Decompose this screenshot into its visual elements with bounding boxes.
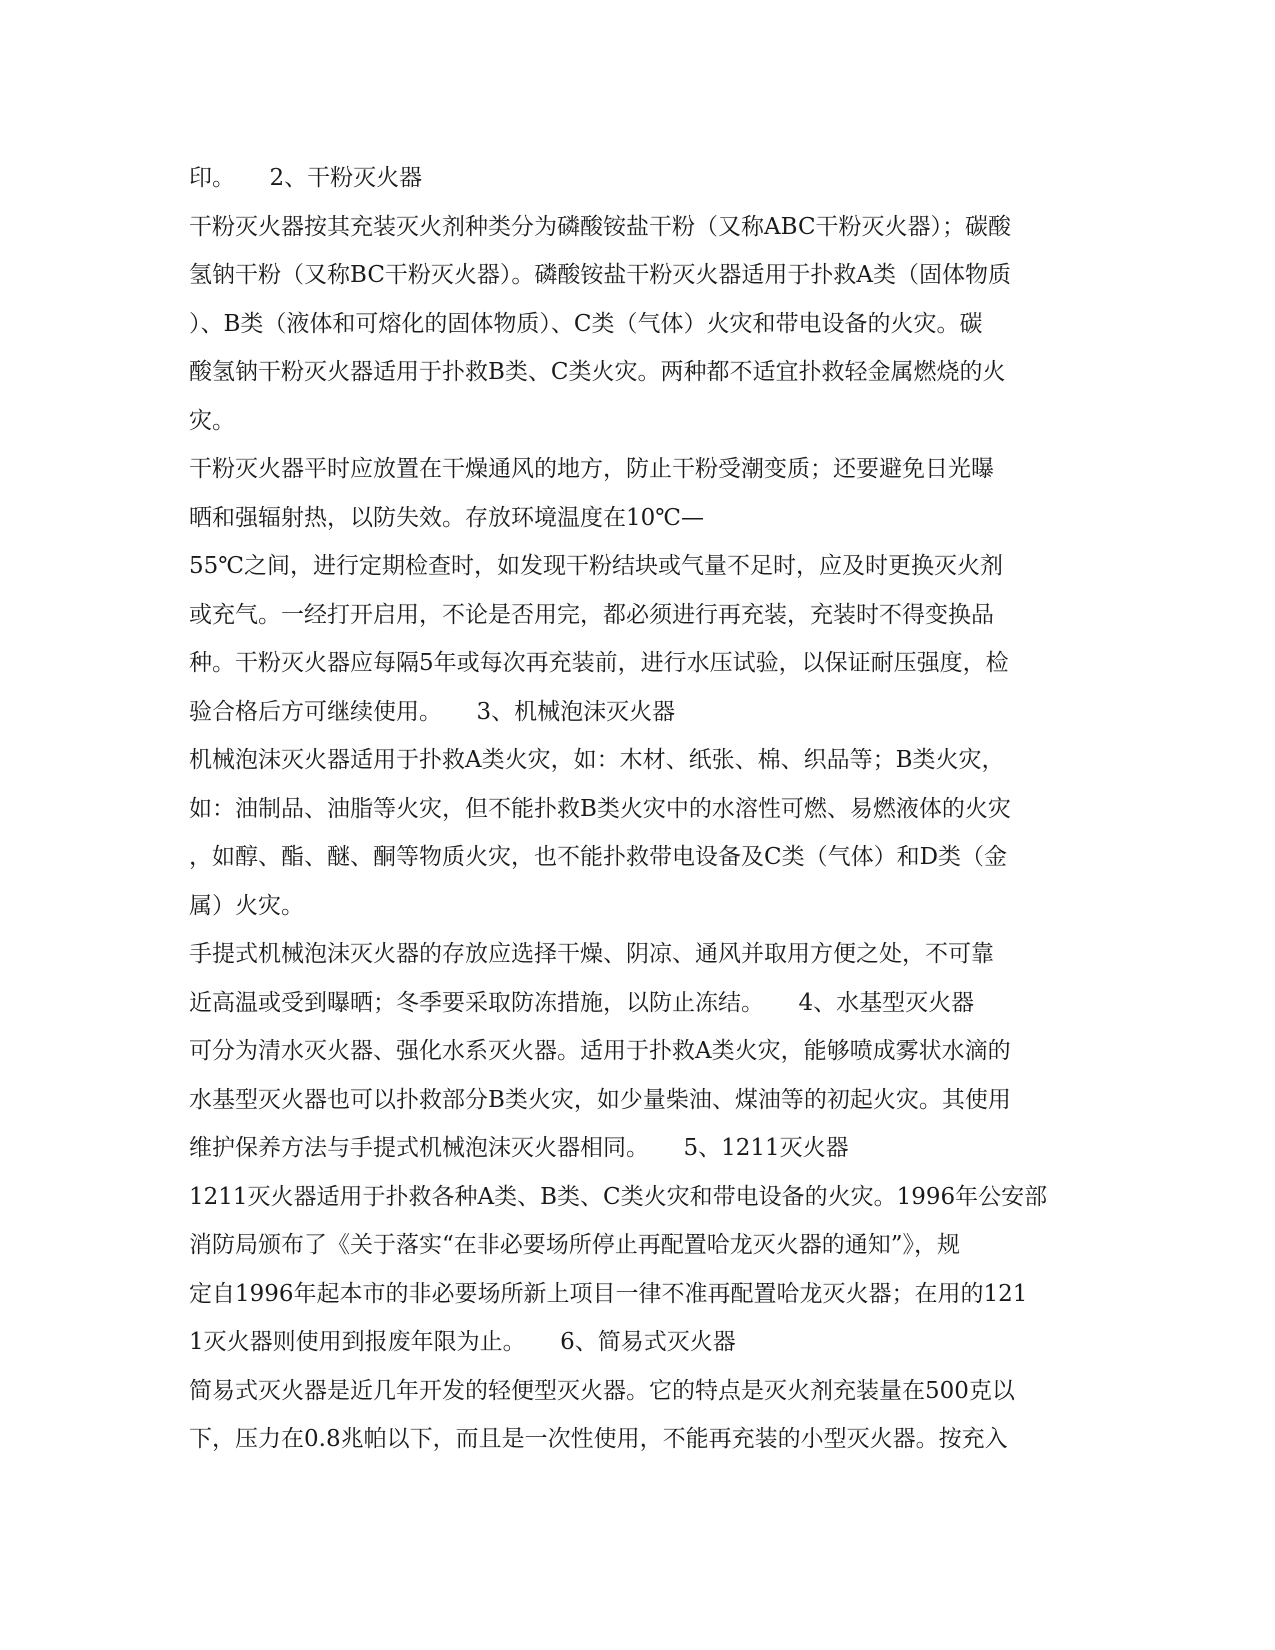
text-line: 简易式灭火器是近几年开发的轻便型灭火器。它的特点是灭火剂充装量在500克以 bbox=[189, 1377, 1015, 1404]
text-line: 水基型灭火器也可以扑救部分B类火灾，如少量柴油、煤油等的初起火灾。其使用 bbox=[189, 1086, 1011, 1113]
text-line: 近高温或受到曝晒；冬季要采取防冻措施，以防止冻结。 4、水基型灭火器 bbox=[189, 989, 975, 1016]
text-line: ，如醇、酯、醚、酮等物质火灾，也不能扑救带电设备及C类（气体）和D类（金 bbox=[189, 844, 1008, 870]
text-line: 下，压力在0.8兆帕以下，而且是一次性使用，不能再充装的小型灭火器。按充入 bbox=[189, 1426, 1008, 1452]
text-line: 印。 2、干粉灭火器 bbox=[189, 165, 423, 191]
body-text bbox=[189, 154, 1089, 1464]
text-line: 晒和强辐射热，以防失效。存放环境温度在10℃— bbox=[189, 504, 704, 531]
text-line: 干粉灭火器平时应放置在干燥通风的地方，防止干粉受潮变质；还要避免日光曝 bbox=[189, 456, 994, 482]
text-line: 1灭火器则使用到报废年限为止。 6、简易式灭火器 bbox=[189, 1329, 736, 1355]
text-line: 属）火灾。 bbox=[189, 892, 304, 919]
text-line: 灾。 bbox=[189, 407, 235, 434]
text-line: 消防局颁布了《关于落实“在非必要场所停止再配置哈龙灭火器的通知”》，规 bbox=[189, 1232, 961, 1258]
text-line: 1211灭火器适用于扑救各种A类、B类、C类火灾和带电设备的火灾。1996年公安部 bbox=[189, 1183, 1048, 1210]
text-line: 干粉灭火器按其充装灭火剂种类分为磷酸铵盐干粉（又称ABC干粉灭火器）；碳酸 bbox=[189, 213, 1012, 240]
text-line: 机械泡沫灭火器适用于扑救A类火灾，如：木材、纸张、棉、织品等；B类火灾， bbox=[189, 747, 1005, 773]
text-line: 如：油制品、油脂等火灾，但不能扑救B类火灾中的水溶性可燃、易燃液体的火灾 bbox=[189, 795, 1011, 822]
text-line: 可分为清水灭火器、强化水系灭火器。适用于扑救A类火灾，能够喷成雾状水滴的 bbox=[189, 1038, 1011, 1064]
text-line: 或充气。一经打开启用，不论是否用完，都必须进行再充装，充装时不得变换品 bbox=[189, 601, 994, 628]
text-line: ）、B类（液体和可熔化的固体物质）、C类（气体）火灾和带电设备的火灾。碳 bbox=[189, 310, 983, 337]
text-line: 55℃之间，进行定期检查时，如发现干粉结块或气量不足时，应及时更换灭火剂 bbox=[189, 553, 1003, 579]
text-line: 验合格后方可继续使用。 3、机械泡沫灭火器 bbox=[189, 698, 676, 725]
text-line: 酸氢钠干粉灭火器适用于扑救B类、C类火灾。两种都不适宜扑救轻金属燃烧的火 bbox=[189, 359, 1006, 385]
text-line: 手提式机械泡沫灭火器的存放应选择干燥、阴凉、通风并取用方便之处，不可靠 bbox=[189, 941, 994, 967]
text-line: 维护保养方法与手提式机械泡沫灭火器相同。 5、1211灭火器 bbox=[189, 1135, 849, 1161]
text-line: 定自1996年起本市的非必要场所新上项目一律不准再配置哈龙灭火器；在用的121 bbox=[189, 1280, 1028, 1307]
text-line: 氢钠干粉（又称BC干粉灭火器）。磷酸铵盐干粉灭火器适用于扑救A类（固体物质 bbox=[189, 262, 1012, 288]
text-line: 种。干粉灭火器应每隔5年或每次再充装前，进行水压试验，以保证耐压强度，检 bbox=[189, 650, 1009, 676]
